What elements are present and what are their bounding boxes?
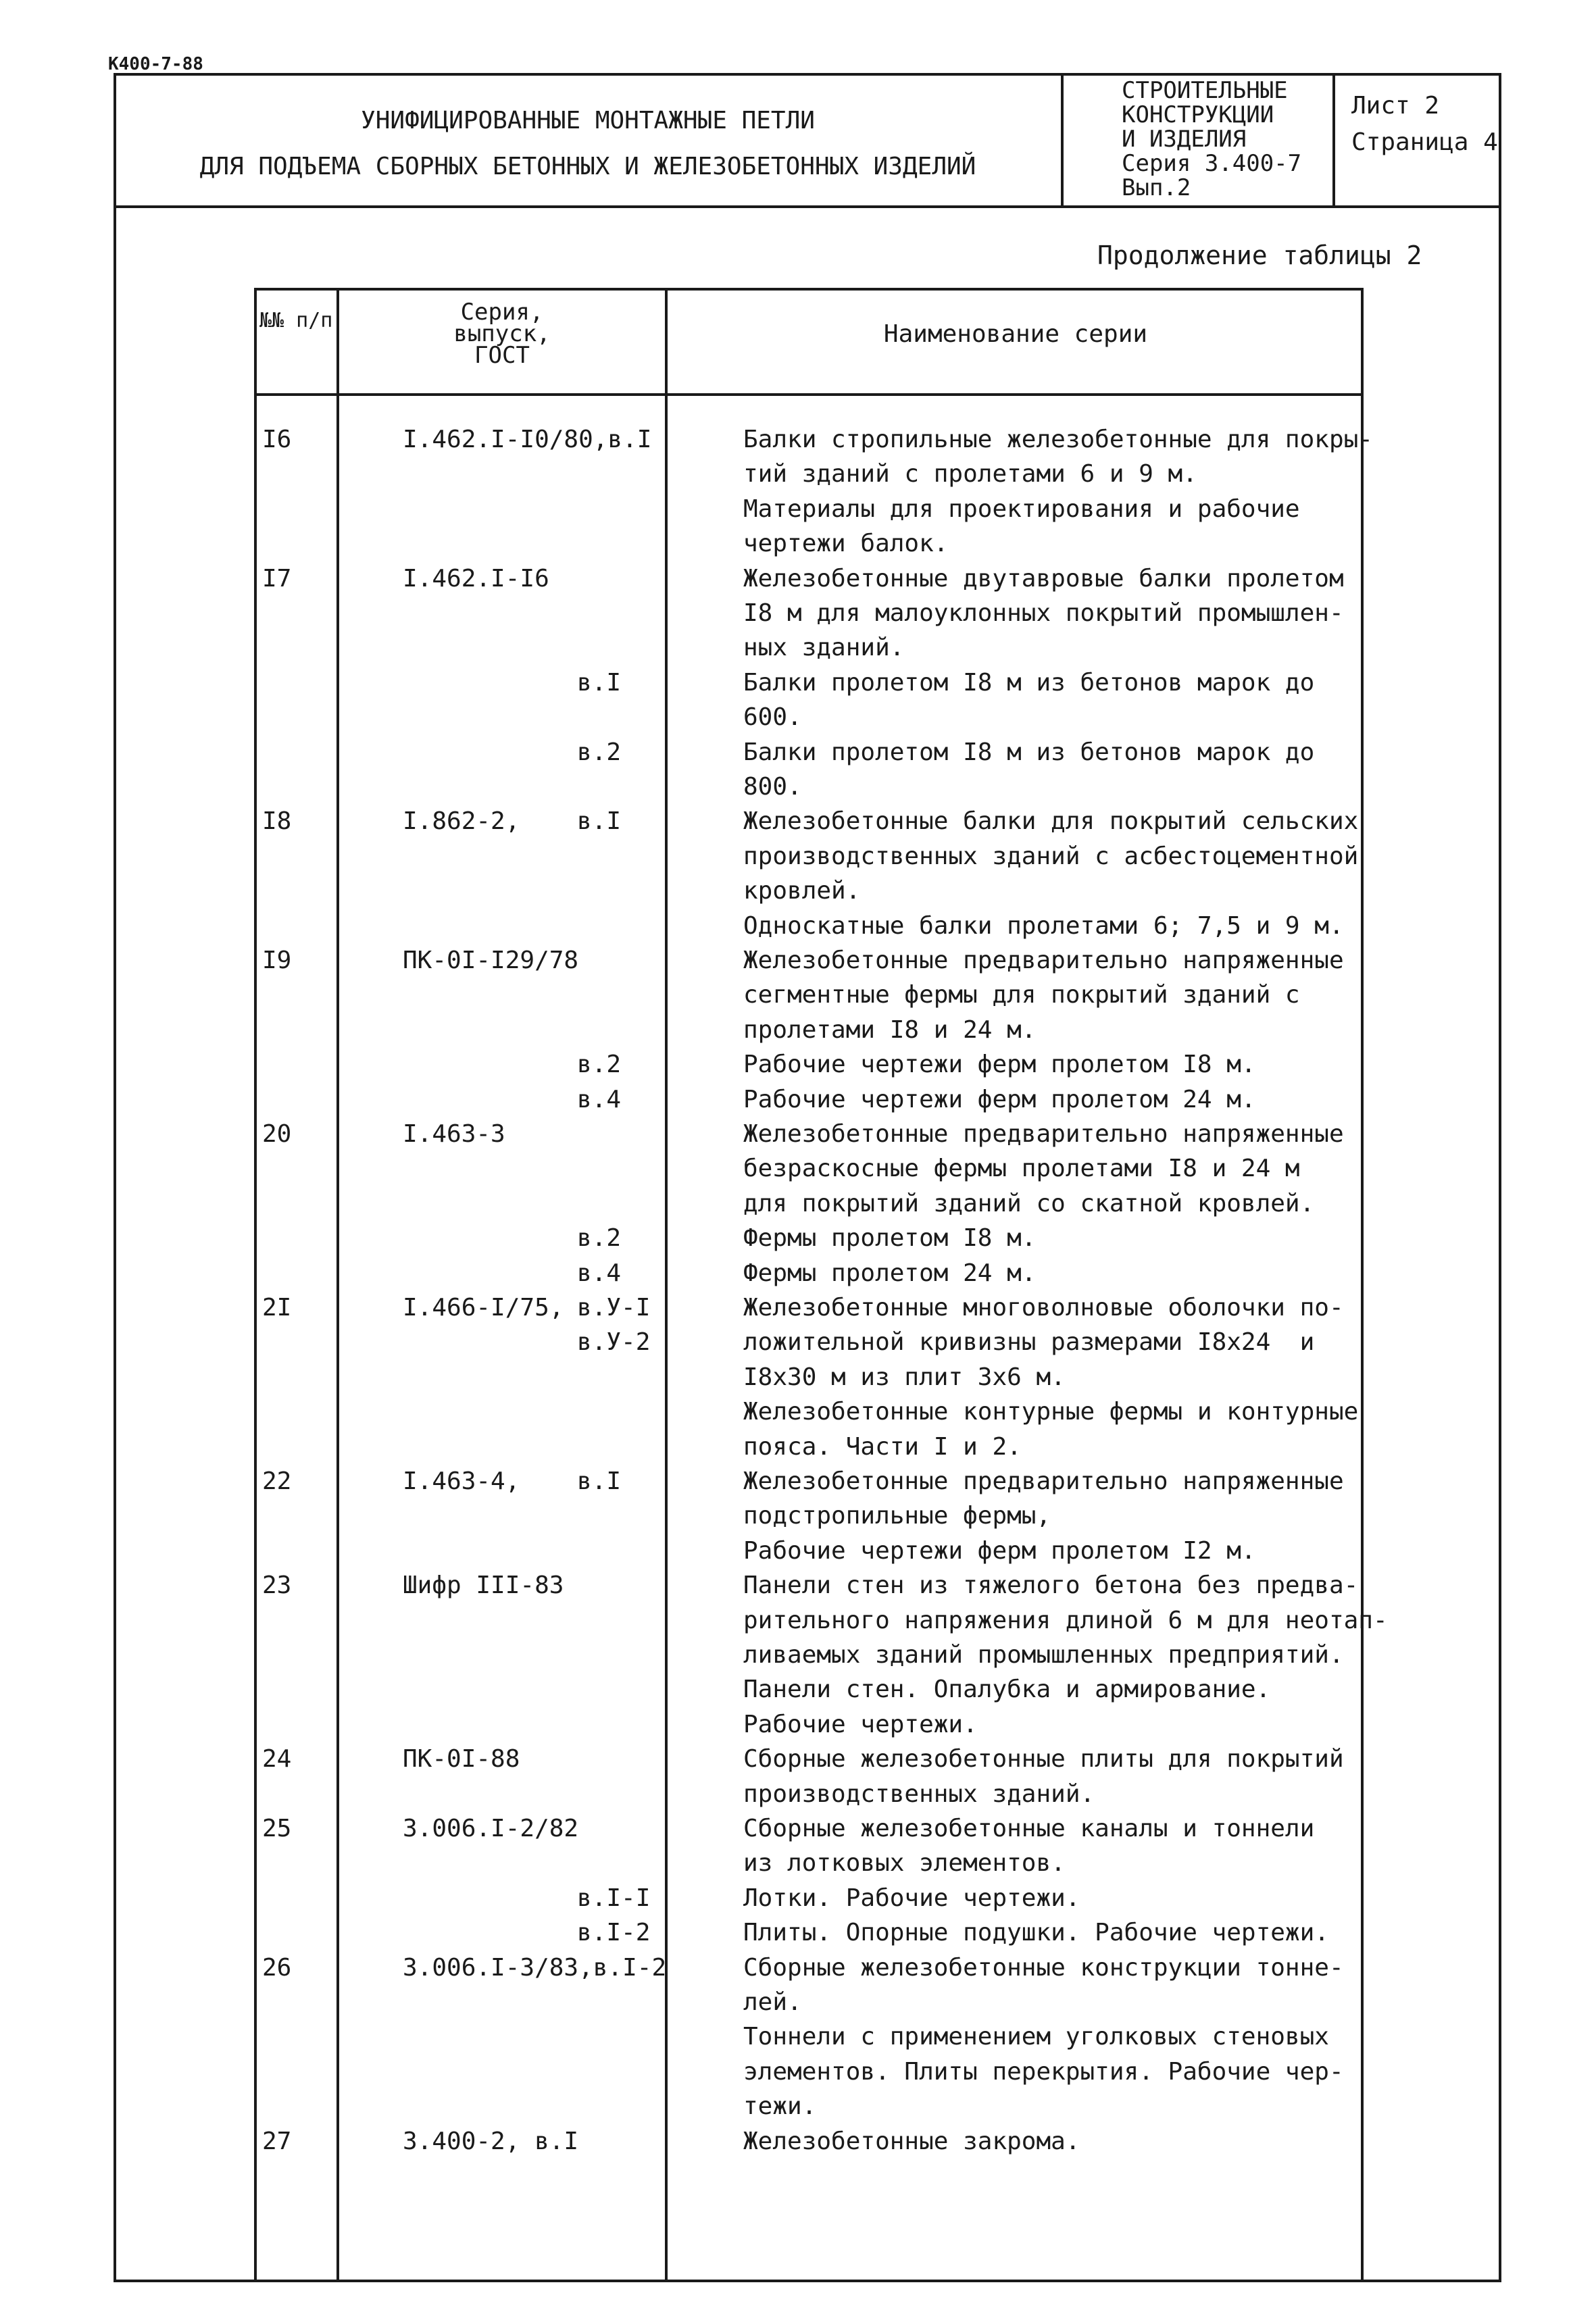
row-issue: в.2 bbox=[577, 1051, 622, 1079]
table-row bbox=[0, 1780, 1596, 1815]
table-row bbox=[0, 1537, 1596, 1572]
row-number: 23 bbox=[262, 1571, 292, 1600]
table-row bbox=[0, 877, 1596, 912]
column-header-name: Наименование серии bbox=[883, 320, 1148, 348]
row-name: Железобетонные двутавровые балки пролетом bbox=[743, 564, 1344, 593]
row-name: ных зданий. bbox=[743, 634, 905, 662]
row-number: 2I bbox=[262, 1294, 292, 1322]
row-name: пролетами I8 и 24 м. bbox=[743, 1015, 1037, 1044]
row-number: 24 bbox=[262, 1745, 292, 1774]
table-row bbox=[0, 1016, 1596, 1051]
row-name: ливаемых зданий промышленных предприятий. bbox=[743, 1641, 1344, 1669]
row-name: Балки пролетом I8 м из бетонов марок до bbox=[743, 668, 1315, 697]
table-row bbox=[0, 1328, 1596, 1363]
table-row bbox=[0, 1398, 1596, 1433]
table-row bbox=[0, 2128, 1596, 2163]
row-name: 800. bbox=[743, 773, 802, 801]
table-row bbox=[0, 2023, 1596, 2058]
row-name: Сборные железобетонные каналы и тоннели bbox=[743, 1815, 1315, 1842]
table-row bbox=[0, 2092, 1596, 2128]
table-row bbox=[0, 1607, 1596, 1642]
row-series: ПК-0I-88 bbox=[403, 1745, 520, 1774]
row-name: 600. bbox=[743, 703, 802, 732]
table-row bbox=[0, 1988, 1596, 2023]
row-number: 25 bbox=[262, 1815, 292, 1842]
row-series: I.462.I-I0/80,в.I bbox=[403, 426, 652, 453]
sheet-info bbox=[1351, 88, 1498, 161]
row-name: Панели стен. Опалубка и армирование. bbox=[743, 1676, 1271, 1704]
column-header-series: Серия, выпуск, ГОСТ bbox=[453, 299, 551, 369]
row-name: Фермы пролетом I8 м. bbox=[743, 1224, 1037, 1253]
table-row bbox=[0, 1259, 1596, 1294]
table-row bbox=[0, 807, 1596, 842]
row-name: Плиты. Опорные подушки. Рабочие чертежи. bbox=[743, 1919, 1329, 1947]
row-series: I.466-I/75, bbox=[403, 1294, 564, 1322]
row-name: Железобетонные балки для покрытий сельских bbox=[743, 807, 1359, 836]
table-row bbox=[0, 1086, 1596, 1121]
title-block-divider bbox=[1061, 73, 1064, 208]
row-issue: в.2 bbox=[577, 738, 622, 766]
row-name: Сборные железобетонные конструкции тонне- bbox=[743, 1953, 1344, 1982]
row-name: Железобетонные многоволновые оболочки по- bbox=[743, 1294, 1344, 1322]
row-name: производственных зданий с асбестоцементной bbox=[743, 842, 1359, 870]
table-row bbox=[0, 599, 1596, 634]
row-issue: в.I bbox=[577, 1467, 622, 1495]
row-number: I9 bbox=[262, 947, 292, 974]
table-row bbox=[0, 912, 1596, 947]
page-number: Страница 4 bbox=[1351, 128, 1498, 156]
table-row bbox=[0, 1711, 1596, 1746]
table-row bbox=[0, 530, 1596, 565]
table-header-divider bbox=[254, 393, 1364, 396]
row-name: Железобетонные контурные фермы и контурные bbox=[743, 1398, 1359, 1426]
row-number: 26 bbox=[262, 1953, 292, 1982]
row-series: I.463-4, bbox=[403, 1467, 520, 1495]
table-row bbox=[0, 460, 1596, 495]
row-issue: в.4 bbox=[577, 1085, 622, 1113]
table-row bbox=[0, 634, 1596, 669]
row-series: ПК-0I-I29/78 bbox=[403, 947, 579, 974]
table-row bbox=[0, 1224, 1596, 1259]
row-name: безраскосные фермы пролетами I8 и 24 м bbox=[743, 1155, 1300, 1183]
table-row bbox=[0, 1051, 1596, 1086]
table-row bbox=[0, 1954, 1596, 1989]
table-row bbox=[0, 773, 1596, 808]
table-row bbox=[0, 947, 1596, 982]
row-name: Фермы пролетом 24 м. bbox=[743, 1259, 1037, 1287]
row-name: Панели стен из тяжелого бетона без предва- bbox=[743, 1571, 1359, 1600]
row-name: производственных зданий. bbox=[743, 1780, 1095, 1808]
row-issue: в.4 bbox=[577, 1259, 622, 1287]
row-name: Рабочие чертежи. bbox=[743, 1710, 978, 1738]
table-row bbox=[0, 1815, 1596, 1850]
row-issue: в.I-2 bbox=[577, 1919, 651, 1947]
row-series: I.463-3 bbox=[403, 1120, 505, 1148]
row-number: 22 bbox=[262, 1467, 292, 1495]
row-name: I8 м для малоуклонных покрытий промышлен- bbox=[743, 599, 1344, 627]
row-name: из лотковых элементов. bbox=[743, 1849, 1066, 1878]
row-name: рительного напряжения длиной 6 м для неотап- bbox=[743, 1606, 1388, 1634]
row-name: ложительной кривизны размерами I8x24 и bbox=[743, 1328, 1315, 1357]
row-issue: в.I-I bbox=[577, 1884, 651, 1912]
row-name: элементов. Плиты перекрытия. Рабочие чер- bbox=[743, 2057, 1344, 2086]
row-issue: в.У-2 bbox=[577, 1328, 651, 1357]
table-row bbox=[0, 1190, 1596, 1225]
table-row bbox=[0, 1120, 1596, 1155]
row-name: пояса. Части I и 2. bbox=[743, 1432, 1022, 1461]
series-block: СТРОИТЕЛЬНЫЕ КОНСТРУКЦИИ И ИЗДЕЛИЯ Серия 3.400-7 Вып.2 bbox=[1122, 77, 1302, 201]
row-name: Односкатные балки пролетами 6; 7,5 и 9 м. bbox=[743, 911, 1344, 940]
row-name: тежи. bbox=[743, 2092, 817, 2121]
row-name: Балки пролетом I8 м из бетонов марок до bbox=[743, 738, 1315, 766]
row-name: кровлей. bbox=[743, 877, 861, 905]
table-row bbox=[0, 1363, 1596, 1399]
row-issue: в.У-I bbox=[577, 1294, 651, 1322]
document-title-line2: ДЛЯ ПОДЪЕМА СБОРНЫХ БЕТОННЫХ И ЖЕЛЕЗОБЕТОННЫХ ИЗДЕЛИЙ bbox=[199, 153, 976, 180]
table-row bbox=[0, 1294, 1596, 1329]
table-row bbox=[0, 1884, 1596, 1919]
row-series: 3.006.I-3/83,в.I-2 bbox=[403, 1953, 667, 1982]
table-row bbox=[0, 703, 1596, 738]
row-name: Железобетонные предварительно напряженные bbox=[743, 1467, 1344, 1495]
table-continuation-label: Продолжение таблицы 2 bbox=[1097, 241, 1422, 270]
row-series: I.462.I-I6 bbox=[403, 564, 549, 593]
row-name: тий зданий с пролетами 6 и 9 м. bbox=[743, 460, 1197, 488]
row-number: I7 bbox=[262, 564, 292, 593]
row-name: Тоннели с применением уголковых стеновых bbox=[743, 2023, 1329, 2051]
table-row bbox=[0, 1433, 1596, 1468]
row-name: для покрытий зданий со скатной кровлей. bbox=[743, 1189, 1315, 1217]
row-name: Сборные железобетонные плиты для покрытий bbox=[743, 1745, 1344, 1774]
row-name: Лотки. Рабочие чертежи. bbox=[743, 1884, 1080, 1912]
table-row bbox=[0, 1919, 1596, 1954]
column-header-number: №№ п/п bbox=[259, 309, 333, 332]
row-name: Рабочие чертежи ферм пролетом I2 м. bbox=[743, 1536, 1256, 1565]
document-title-line1: УНИФИЦИРОВАННЫЕ МОНТАЖНЫЕ ПЕТЛИ bbox=[361, 107, 815, 134]
row-issue: в.2 bbox=[577, 1224, 622, 1253]
row-name: Материалы для проектирования и рабочие bbox=[743, 495, 1300, 523]
row-name: Балки стропильные железобетонные для покры- bbox=[743, 426, 1373, 453]
row-name: Рабочие чертежи ферм пролетом 24 м. bbox=[743, 1085, 1256, 1113]
row-number: I8 bbox=[262, 807, 292, 836]
row-name: лей. bbox=[743, 1988, 802, 2016]
table-row bbox=[0, 495, 1596, 530]
table-row bbox=[0, 1745, 1596, 1780]
table-row bbox=[0, 1849, 1596, 1884]
row-name: сегментные фермы для покрытий зданий с bbox=[743, 981, 1300, 1009]
row-number: 27 bbox=[262, 2127, 292, 2155]
table-row bbox=[0, 1502, 1596, 1537]
table-row bbox=[0, 426, 1596, 461]
row-series: I.862-2, bbox=[403, 807, 520, 836]
table-row bbox=[0, 1155, 1596, 1190]
row-series: 3.400-2, в.I bbox=[403, 2127, 579, 2155]
row-number: I6 bbox=[262, 426, 292, 453]
table-row bbox=[0, 1571, 1596, 1607]
table-row bbox=[0, 981, 1596, 1016]
sheet-number: Лист 2 bbox=[1351, 92, 1440, 120]
row-issue: в.I bbox=[577, 807, 622, 836]
table-row bbox=[0, 1676, 1596, 1711]
row-name: подстропильные фермы, bbox=[743, 1502, 1051, 1530]
row-name: Железобетонные предварительно напряженные bbox=[743, 947, 1344, 974]
table-row bbox=[0, 669, 1596, 704]
row-name: I8x30 м из плит 3x6 м. bbox=[743, 1363, 1066, 1391]
row-name: Железобетонные закрома. bbox=[743, 2127, 1080, 2155]
row-name: Рабочие чертежи ферм пролетом I8 м. bbox=[743, 1051, 1256, 1079]
table-row bbox=[0, 738, 1596, 774]
row-series: 3.006.I-2/82 bbox=[403, 1815, 579, 1842]
title-block-divider bbox=[1332, 73, 1335, 208]
table-row bbox=[0, 565, 1596, 600]
row-issue: в.I bbox=[577, 668, 622, 697]
row-number: 20 bbox=[262, 1120, 292, 1148]
row-series: Шифр III-83 bbox=[403, 1571, 564, 1600]
table-row bbox=[0, 1467, 1596, 1503]
row-name: чертежи балок. bbox=[743, 530, 949, 558]
table-row bbox=[0, 1641, 1596, 1676]
table-row bbox=[0, 2058, 1596, 2093]
row-name: Железобетонные предварительно напряженные bbox=[743, 1120, 1344, 1148]
document-code: К400-7-88 bbox=[108, 54, 203, 74]
table-row bbox=[0, 842, 1596, 878]
